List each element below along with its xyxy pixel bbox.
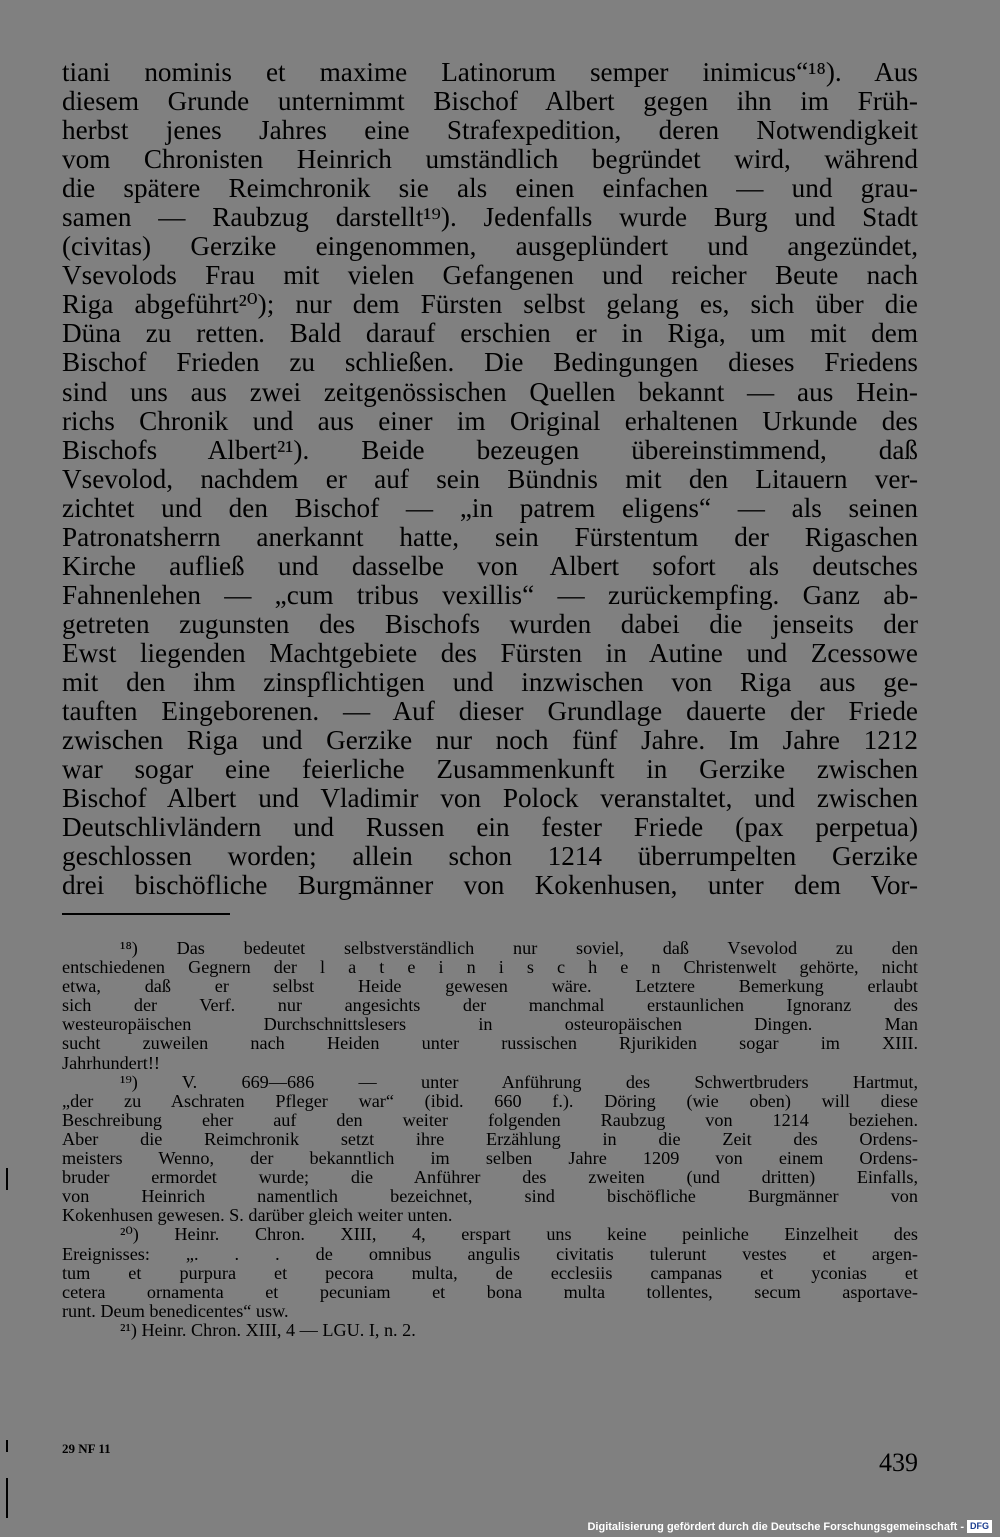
footnote-line: entschiedenen Gegnern der l a t e i n i s c h e n Christenwelt gehörte, nicht — [62, 958, 918, 978]
text-line: tiani nominis et maxime Latinorum semper inimicus“¹⁸). Aus — [62, 58, 918, 87]
text-line: zichtet und den Bischof — „in patrem eligens“ — als seinen — [62, 493, 918, 523]
text-line: war sogar eine feierliche Zusammenkunft in Gerzike zwischen — [62, 755, 918, 785]
footnote-line: tum et purpura et pecora multa, de ecclesiis campanas et yconias et — [62, 1263, 918, 1283]
text-line: drei bischöfliche Burgmänner von Kokenhusen, unter dem Vor- — [62, 871, 918, 901]
text-line: herbst jenes Jahres eine Strafexpedition, deren Notwendigkeit — [62, 116, 918, 146]
text-line: vom Chronisten Heinrich umständlich begründet wird, während — [62, 145, 918, 175]
footnote-line: Ereignisses: „. . . de omnibus angulis civitatis tulerunt vestes et argen- — [62, 1244, 918, 1264]
footnote-line: runt. Deum benedicentes“ usw. — [62, 1301, 289, 1321]
text-line: richs Chronik und aus einer im Original erhaltenen Urkunde des — [62, 406, 918, 436]
footnote-line: sich der Verf. nur angesichts der manchmal erstaunlichen Ignoranz des — [62, 996, 918, 1016]
margin-mark — [6, 1440, 8, 1452]
footnote-line: ¹⁸) Das bedeutet selbstverständlich nur soviel, daß Vsevolod zu den — [120, 939, 918, 958]
text-line: (civitas) Gerzike eingenommen, ausgeplündert und angezündet, — [62, 232, 918, 262]
text-line: samen — Raubzug darstellt¹⁹). Jedenfalls wurde Burg und Stadt — [62, 203, 918, 233]
text-line: Fahnenlehen — „cum tribus vexillis“ — zurückempfing. Ganz ab- — [62, 580, 918, 610]
margin-mark — [6, 1478, 8, 1518]
footnote-line: ¹⁹) V. 669—686 — unter Anführung des Schwertbruders Hartmut, — [120, 1072, 918, 1092]
text-line: getreten zugunsten des Bischofs wurden dabei die jenseits der — [62, 609, 918, 639]
text-line: Vsevolods Frau mit vielen Gefangenen und reicher Beute nach — [62, 261, 918, 291]
text-line: Deutschlivländern und Russen ein fester Friede (pax perpetua) — [62, 813, 918, 843]
text-line: Bischofs Albert²¹). Beide bezeugen übereinstimmend, daß — [62, 435, 918, 465]
footnote-line: Beschreibung eher auf den weiter folgenden Raubzug von 1214 beziehen. — [62, 1110, 918, 1130]
text-line: Bischof Albert und Vladimir von Polock veranstaltet, und zwischen — [62, 784, 918, 814]
text-line: zwischen Riga und Gerzike nur noch fünf Jahre. Im Jahre 1212 — [62, 726, 918, 756]
text-line: diesem Grunde unternimmt Bischof Albert gegen ihn im Früh- — [62, 87, 918, 117]
footnote-line: westeuropäischen Durchschnittslesers in osteuropäischen Dingen. Man — [62, 1015, 918, 1035]
footnote-line: etwa, daß er selbst Heide gewesen wäre. Letztere Bemerkung erlaubt — [62, 977, 918, 997]
footnote-line: „der zu Aschraten Pfleger war“ (ibid. 660 f.). Döring (wie oben) will diese — [62, 1091, 918, 1111]
text-line: Riga abgeführt²⁰); nur dem Fürsten selbst gelang es, sich über die — [62, 290, 918, 320]
printer-signature: 29 NF 11 — [62, 1441, 111, 1456]
footnote-line: ²⁰) Heinr. Chron. XIII, 4, erspart uns keine peinliche Einzelheit des — [120, 1225, 918, 1245]
text-line: mit den ihm zinspflichtigen und inzwischen von Riga aus ge- — [62, 667, 918, 697]
footnotes-block — [62, 939, 918, 1340]
dfg-logo: DFG — [967, 1520, 992, 1533]
text-line: geschlossen worden; allein schon 1214 überrumpelten Gerzike — [62, 842, 918, 872]
text-line: tauften Eingeborenen. — Auf dieser Grundlage dauerte der Friede — [62, 697, 918, 727]
footnote-line: von Heinrich namentlich bezeichnet, sind bischöfliche Burgmänner von — [62, 1187, 918, 1207]
main-text-body — [62, 58, 918, 900]
text-line: sind uns aus zwei zeitgenössischen Quellen bekannt — aus Hein- — [62, 377, 918, 407]
text-line: Vsevolod, nachdem er auf sein Bündnis mit den Litauern ver- — [62, 464, 918, 494]
footnote-line: sucht zuweilen nach Heiden unter russischen Rjurikiden sogar im XIII. — [62, 1034, 918, 1054]
footnote-line: Aber die Reimchronik setzt ihre Erzählung in die Zeit des Ordens- — [62, 1129, 918, 1149]
footnote-line: Jahrhundert!! — [62, 1053, 160, 1073]
footnote-line: bruder ermordet wurde; die Anführer des zweiten (und dritten) Einfalls, — [62, 1168, 918, 1188]
page-number: 439 — [879, 1448, 918, 1477]
text-line: Düna zu retten. Bald darauf erschien er in Riga, um mit dem — [62, 319, 918, 349]
footnote-separator — [62, 913, 230, 915]
footnote-line: cetera ornamenta et pecuniam et bona multa tollentes, secum asportave- — [62, 1282, 918, 1302]
text-line: die spätere Reimchronik sie als einen einfachen — und grau- — [62, 174, 918, 204]
text-line: Patronatsherrn anerkannt hatte, sein Fürstentum der Rigaschen — [62, 522, 918, 552]
text-line: Kirche aufließ und dasselbe von Albert sofort als deutsches — [62, 551, 918, 581]
footnote-line: ²¹) Heinr. Chron. XIII, 4 — LGU. I, n. 2. — [120, 1320, 416, 1340]
text-line: Ewst liegenden Machtgebiete des Fürsten in Autine und Zcessowe — [62, 638, 918, 668]
digitization-footer — [587, 1520, 992, 1533]
footer-text: Digitalisierung gefördert durch die Deutsche Forschungsgemeinschaft - — [587, 1520, 964, 1533]
footnote-line: Kokenhusen gewesen. S. darüber gleich weiter unten. — [62, 1206, 453, 1226]
margin-mark — [6, 1168, 8, 1190]
footnote-line: meisters Wenno, der bekanntlich im selben Jahre 1209 von einem Ordens- — [62, 1149, 918, 1169]
text-line: Bischof Frieden zu schließen. Die Bedingungen dieses Friedens — [62, 348, 918, 378]
